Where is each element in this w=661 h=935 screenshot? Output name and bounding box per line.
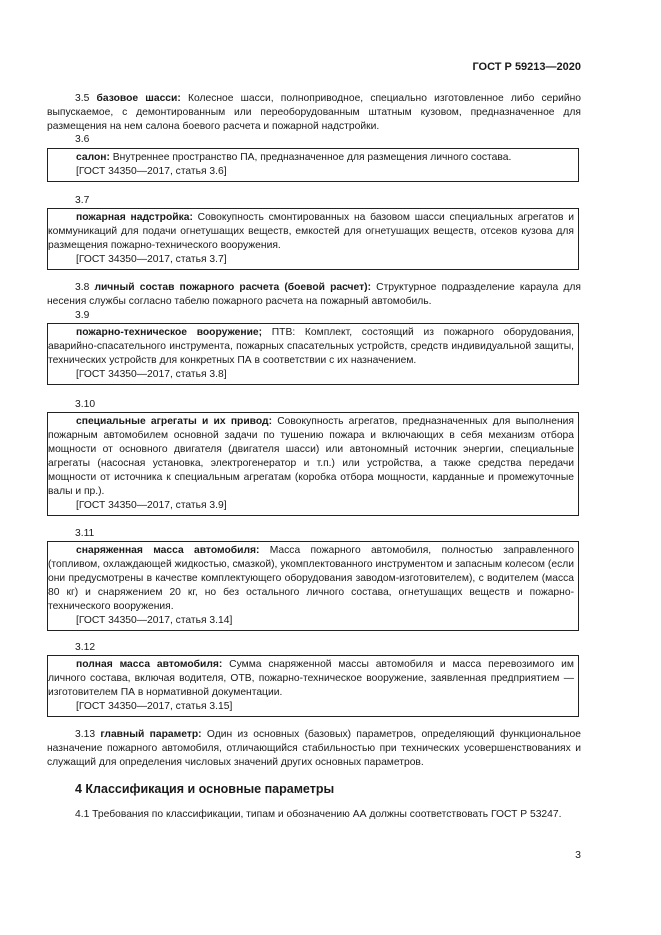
definition-box-3-11 xyxy=(47,541,579,631)
term: главный параметр: xyxy=(100,729,202,740)
document-header: ГОСТ Р 59213—2020 xyxy=(472,61,581,73)
term: снаряженная масса автомобиля: xyxy=(76,545,260,556)
reference: [ГОСТ 34350—2017, статья 3.6] xyxy=(76,166,227,177)
term: специальные агрегаты и их привод: xyxy=(76,416,272,427)
definition: Масса пожарного автомобиля, полностью заправленного (топливом, охлаждающей жидкостью, смазкой), укомплектованного инструментом и запасным колесом (если они предусмотрены в качестве комплектующего оборудования заводом-изготовителем), с водителем (масса 80 кг) и снаряжением 20 кг, но без остального личного состава, огнетушащих веществ и пожарно-технического вооружения. xyxy=(48,545,574,612)
term: салон: xyxy=(76,152,110,163)
definition: Сумма снаряженной массы автомобиля и масса перевозимого им личного состава, включая водителя, ОТВ, пожарно-техническое вооружение, заявленная предприятием — изготовителем ПА в нормативной документации. xyxy=(48,659,575,698)
definition-text xyxy=(48,326,578,368)
paragraph-3-8 xyxy=(47,281,581,309)
definition-box-3-12 xyxy=(47,655,579,717)
definition: Внутреннее пространство ПА, предназначенное для размещения личного состава. xyxy=(109,152,512,163)
reference: [ГОСТ 34350—2017, статья 3.7] xyxy=(76,254,227,265)
reference: [ГОСТ 34350—2017, статья 3.14] xyxy=(76,615,233,626)
clause-number-3-7: 3.7 xyxy=(75,195,90,206)
clause-number: 3.5 xyxy=(75,93,90,104)
page-number: 3 xyxy=(575,849,581,861)
definition: ПТВ: Комплект, состоящий из пожарного оборудования, аварийно-спасательного инструмента, пожарных спасательных устройств, средств индивидуальной защиты, технических устройств для конкретных ПА в соответствии с их назначением. xyxy=(48,327,575,366)
term: личный состав пожарного расчета (боевой расчет): xyxy=(94,282,372,293)
definition: Колесное шасси, полноприводное, специально изготовленное либо серийно выпускаемое, с демонтированным или переоборудованным штатным кузовом, предназначенное для размещения на нем салона боевого расчета и пожарной надстройки. xyxy=(47,93,581,132)
reference: [ГОСТ 34350—2017, статья 3.9] xyxy=(76,500,227,511)
clause-number-3-9: 3.9 xyxy=(75,310,90,321)
definition-text xyxy=(48,211,578,253)
clause-number-3-11: 3.11 xyxy=(75,528,95,539)
clause-number-3-12: 3.12 xyxy=(75,642,96,653)
term: пожарная надстройка: xyxy=(76,212,193,223)
definition-text xyxy=(48,151,578,165)
term: пожарно-техническое вооружение; xyxy=(76,327,263,338)
definition-text xyxy=(48,415,578,499)
definition-text xyxy=(48,658,578,700)
clause-number: 3.8 xyxy=(75,282,90,293)
reference: [ГОСТ 34350—2017, статья 3.8] xyxy=(76,369,227,380)
section-heading: 4 Классификация и основные параметры xyxy=(75,782,335,796)
paragraph-3-5 xyxy=(47,92,581,134)
term: полная масса автомобиля: xyxy=(76,659,223,670)
clause-number-3-10: 3.10 xyxy=(75,399,96,410)
definition-box-3-9 xyxy=(47,323,579,385)
definition-box-3-6 xyxy=(47,148,579,182)
paragraph-3-13 xyxy=(47,728,581,770)
clause-number: 3.13 xyxy=(75,729,96,740)
definition-text xyxy=(48,544,578,614)
definition: Совокупность смонтированных на базовом шасси специальных агрегатов и коммуникаций для подачи огнетушащих веществ, емкостей для огнетушащих веществ, отсеков кузова для размещения пожарно-технического вооружения. xyxy=(48,212,574,251)
term: базовое шасси: xyxy=(96,93,181,104)
reference: [ГОСТ 34350—2017, статья 3.15] xyxy=(76,701,233,712)
definition: Один из основных (базовых) параметров, определяющий функциональное назначение пожарного автомобиля, отличающийся стабильностью при технических усовершенствованиях и служащий для определения числовых значений других основных параметров. xyxy=(47,729,581,768)
paragraph-4-1: 4.1 Требования по классификации, типам и обозначению АА должны соответствовать ГОСТ Р 53247. xyxy=(75,809,562,820)
definition-box-3-7 xyxy=(47,208,579,270)
clause-number-3-6: 3.6 xyxy=(75,134,90,145)
definition-box-3-10 xyxy=(47,412,579,516)
definition: Совокупность агрегатов, предназначенных для выполнения пожарным автомобилем основной задачи по тушению пожара и включающих в себя механизм отбора мощности от основного двигателя (двигателя шасси) или автономный источник энергии, специальные агрегаты (насосная установка, электрогенератор и т.п.) или устройства, а также средства передачи мощности от источника к специальным агрегатам (коробка отбора мощности, карданные и промежуточные валы и пр.). xyxy=(48,416,574,497)
definition: Структурное подразделение караула для несения службы согласно табелю пожарного расчета на пожарный автомобиль. xyxy=(47,282,581,307)
